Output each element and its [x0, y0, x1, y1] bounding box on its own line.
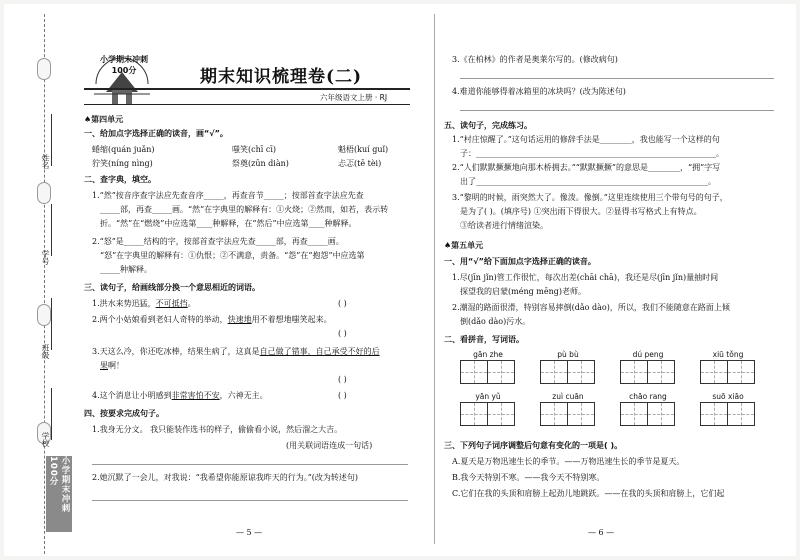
page-title: 期末知识梳理卷(二)	[200, 67, 363, 87]
write-cell[interactable]	[540, 402, 568, 426]
pinyin-write-box	[700, 392, 756, 426]
q-text: 4.难道你能够得着冰箱里的冰块吗？(改为陈述句)	[452, 87, 626, 96]
cut-line	[44, 14, 45, 554]
pinyin-write-box	[540, 350, 596, 384]
pinyin-label: xiū tǒng	[712, 350, 744, 359]
title-rule	[84, 88, 410, 90]
underlined-phrase: 不可抵挡	[155, 299, 188, 308]
write-cell[interactable]	[487, 360, 515, 384]
unit5-section3-title: 三、下列句子词序调整后句意有变化的一项是( )。	[444, 441, 623, 450]
pinyin-option[interactable]: 魁梧(kuí guǐ)	[338, 145, 389, 154]
page-subtitle: 六年级语文上册 · RJ	[320, 93, 388, 102]
unit5-heading: ♠第五单元	[444, 241, 484, 250]
section1-title: 一、给加点字选择正确的读音，画“√”。	[84, 129, 228, 138]
brand-badge: 小学期末冲刺100分	[46, 456, 72, 532]
q-text[interactable]: _____部，再查_____画。“然”在字典里的解释有：①火烧；②然而，如若，表示转	[100, 205, 389, 214]
sentence-text: ，六神无主。	[219, 391, 268, 400]
choice-option[interactable]: C.它们在我的头顶和肩膀上起劲儿地跳跃。——在我的头顶和肩膀上，它们起	[452, 489, 725, 498]
sentence-text: 4.这个消息让小明感到	[92, 391, 172, 400]
q-text[interactable]: _____种解释。	[100, 265, 152, 274]
pinyin-write-box	[700, 350, 756, 384]
q-text[interactable]: 2.潮湿的路面很滑，特别容易摔倒(dǎo dào)，所以，我们不能随意在路面上倾	[452, 303, 730, 312]
pinyin-label: gān zhe	[473, 350, 503, 359]
field-name-line[interactable]	[51, 114, 52, 166]
pinyin-label: dú peng	[632, 350, 664, 359]
pinyin-label: pù bù	[557, 350, 579, 359]
field-school-line[interactable]	[51, 388, 52, 440]
field-name-label: 姓名	[41, 154, 50, 169]
underlined-phrase: 果	[100, 361, 108, 370]
answer-line[interactable]	[92, 464, 408, 465]
write-cell[interactable]	[727, 402, 755, 426]
pinyin-label: yān yǔ	[475, 392, 501, 401]
section5-title: 五、读句子，完成练习。	[444, 121, 532, 130]
q-text: 3.《在柏林》的作者是奥莱尔写的。(修改病句)	[452, 55, 618, 64]
q-text[interactable]: 3.“黎明的时候，雨突然大了。像泼。像倒。”这里连续使用三个带句号的句子，	[452, 193, 728, 202]
sentence-item	[92, 298, 196, 309]
unit5-section2-title: 二、看拼音，写词语。	[444, 335, 524, 344]
answer-line[interactable]	[460, 110, 774, 111]
answer-paren[interactable]: ( )	[338, 375, 347, 384]
sentence-item	[92, 346, 380, 357]
sentence-text: 啊！	[108, 361, 124, 370]
q-text: 1.我身无分文。 我只能装作选书的样子，偷偷看小说，然后溜之大吉。	[92, 425, 343, 434]
q-text: 2.她沉默了一会儿，对我说：“我希望你能原谅我昨天的行为。”(改为转述句)	[92, 473, 359, 482]
page-number: — 6 —	[588, 528, 615, 537]
field-class-line[interactable]	[51, 298, 52, 350]
q-text[interactable]: 1.尽(jīn jǐn)管工作很忙，每次出差(chāi chā)，我还是尽(jīn jǐn)量抽时间	[452, 273, 719, 282]
write-cell[interactable]	[647, 360, 675, 384]
answer-line[interactable]	[460, 78, 774, 79]
sentence-text: 用不着想地嗤笑起来。	[251, 315, 332, 324]
write-cell[interactable]	[620, 360, 648, 384]
pinyin-option[interactable]: 嗤笑(chī cī)	[232, 145, 277, 154]
write-cell[interactable]	[727, 360, 755, 384]
q-text[interactable]: 出了__________________________________________________________。	[460, 177, 716, 186]
field-class-label: 班级	[41, 344, 50, 359]
underlined-phrase: 快速地	[227, 315, 252, 324]
write-cell[interactable]	[620, 402, 648, 426]
sentence-text: 3.天这么冷，你还吃冰棒，结果生病了，这真是	[92, 347, 260, 356]
binding-hole	[37, 58, 51, 80]
write-cell[interactable]	[700, 402, 728, 426]
choice-option[interactable]: B.我今天特别不寒。——我今天不特别寒。	[452, 473, 605, 482]
q-text[interactable]: 1.“然”按音序查字法应先查音序_____，再查音节_____；按部首查字法应先查	[92, 191, 364, 200]
section3-title: 三、读句子，给画线部分换一个意思相近的词语。	[84, 283, 260, 292]
pinyin-option[interactable]: 狞笑(níng nìng)	[92, 159, 153, 168]
pinyin-label: zuì cuān	[552, 392, 584, 401]
q-text[interactable]: 2.“人们默默撅撅地向那木桥拥去。”“默默撅撅”的意思是________，“拥”字写	[452, 163, 721, 172]
section4-title: 四、按要求完成句子。	[84, 409, 164, 418]
write-cell[interactable]	[567, 360, 595, 384]
pinyin-label: chāo rang	[629, 392, 667, 401]
write-cell[interactable]	[460, 402, 488, 426]
choice-option[interactable]: A.夏天是万物迅速生长的季节。——万物迅速生长的季节是夏天。	[452, 457, 685, 466]
pinyin-option[interactable]: 忐忑(tē tèi)	[338, 159, 382, 168]
sentence-text: 2.两个小姑娘看到老妇人奇特的举动，	[92, 315, 228, 324]
sentence-item	[100, 360, 124, 371]
write-cell[interactable]	[540, 360, 568, 384]
pinyin-write-box	[460, 392, 516, 426]
answer-paren[interactable]: ( )	[338, 299, 347, 308]
q-note: (用关联词语连成一句话)	[286, 441, 373, 450]
write-cell[interactable]	[487, 402, 515, 426]
write-cell[interactable]	[700, 360, 728, 384]
field-id-line[interactable]	[51, 204, 52, 256]
underlined-phrase: 非常害怕不安	[171, 391, 220, 400]
q-text[interactable]: 1.“村庄惊醒了。”这句话运用的修辞手法是________，我也能写一个这样的句	[452, 135, 720, 144]
pinyin-option[interactable]: 蜷缩(quán juǎn)	[92, 145, 155, 154]
q-text[interactable]: 折。“然”在“燃烧”中应选第____种解释，在“然后”中应选第____种解释。	[100, 219, 357, 228]
sentence-text: 1.洪水来势迅猛，	[92, 299, 156, 308]
field-id-label: 学号	[41, 250, 50, 265]
write-cell[interactable]	[567, 402, 595, 426]
page-number: — 5 —	[236, 528, 263, 537]
q-text[interactable]: 2.“怒”是_____结构的字，按部首查字法应先查_____部，再查_____画。	[92, 237, 344, 246]
pinyin-option[interactable]: 祭奠(zūn diàn)	[232, 159, 289, 168]
subtitle-rule	[84, 104, 410, 105]
answer-paren[interactable]: ( )	[338, 329, 347, 338]
answer-line[interactable]	[92, 500, 408, 501]
underlined-phrase: 自己做了错事，自己承受不好的后	[259, 347, 380, 356]
pinyin-write-box	[540, 392, 596, 426]
sentence-item	[92, 314, 332, 325]
q-text: ③给读者进行情绪渲染。	[460, 221, 548, 230]
binding-hole	[37, 182, 51, 204]
logo-text: 小学期末冲刺100分	[100, 55, 148, 75]
q-text[interactable]: 探望我的启蒙(méng mēng)老师。	[460, 287, 586, 296]
pinyin-write-box	[460, 350, 516, 384]
q-text[interactable]: 子：____________________________________________________________。	[460, 149, 724, 158]
q-text[interactable]: 是为了( )。(填序号) ①突出雨下得很大。②显得书写格式上有特点。	[460, 207, 702, 216]
write-cell[interactable]	[647, 402, 675, 426]
logo	[90, 50, 154, 108]
field-school-label: 学校	[41, 432, 50, 447]
answer-paren[interactable]: ( )	[338, 391, 347, 400]
page-divider	[434, 14, 435, 544]
q-text[interactable]: “怒”在字典里的解释有：①仇恨；②不满意，责备。“怨”在“抱怨”中应选第	[100, 251, 365, 260]
sentence-text: 。	[187, 299, 196, 308]
pinyin-write-box	[620, 392, 676, 426]
write-cell[interactable]	[460, 360, 488, 384]
sentence-item	[92, 390, 268, 401]
section2-title: 二、查字典，填空。	[84, 175, 156, 184]
pinyin-label: suō xiāo	[712, 392, 744, 401]
q-text[interactable]: 倒(dǎo dào)污水。	[460, 317, 531, 326]
binding-hole	[37, 304, 51, 326]
pinyin-write-box	[620, 350, 676, 384]
unit4-heading: ♠第四单元	[84, 115, 124, 124]
unit5-section1-title: 一、用“√”给下面加点字选择正确的读音。	[444, 257, 596, 266]
